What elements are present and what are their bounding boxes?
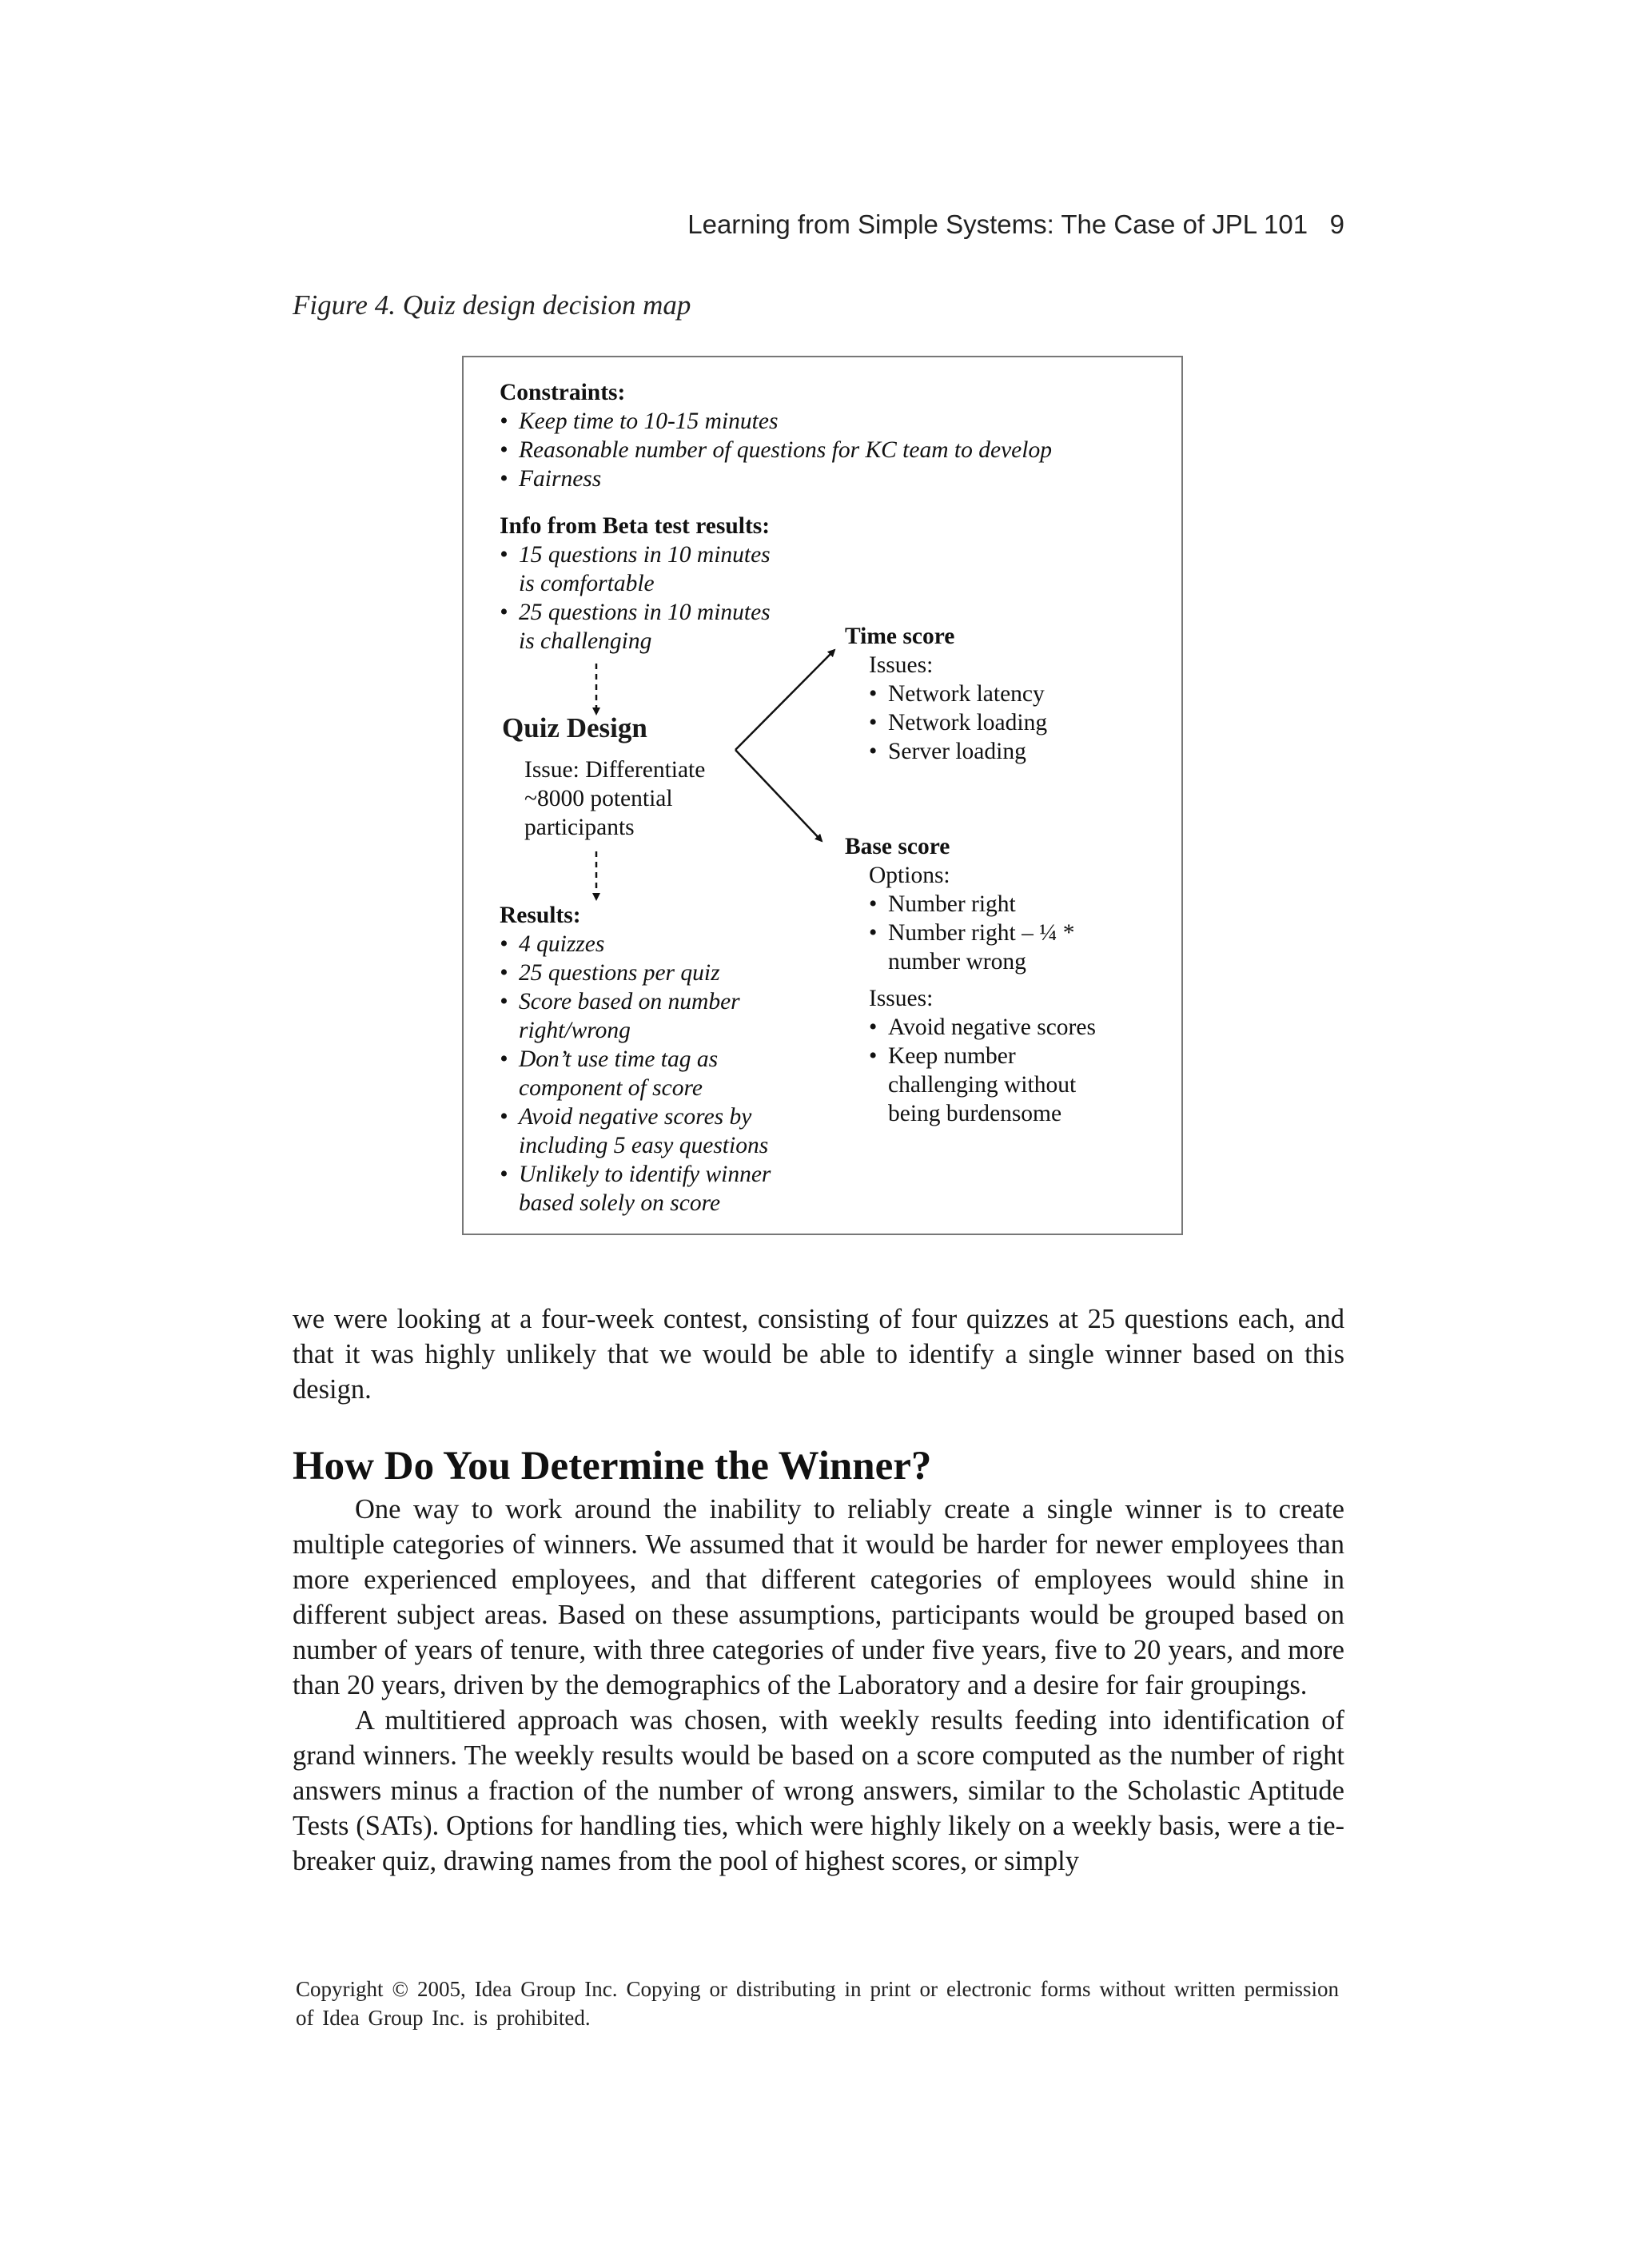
beta-item-line: 15 questions in 10 minutes	[519, 542, 771, 568]
results-list	[500, 930, 771, 1218]
result-item-line: component of score	[519, 1075, 703, 1101]
results-block	[500, 901, 771, 1218]
result-item-line: based solely on score	[519, 1190, 721, 1216]
beta-item-line: 25 questions in 10 minutes	[519, 600, 771, 625]
base-score-options	[869, 890, 1096, 976]
result-item	[500, 1045, 771, 1102]
base-score-body	[845, 861, 1096, 1128]
arrow-to-base-score	[735, 750, 822, 841]
base-score-option	[869, 919, 1096, 976]
constraints-block	[500, 378, 1052, 493]
base-score-option	[869, 890, 1096, 919]
result-item-line: Unlikely to identify winner	[519, 1162, 771, 1187]
base-score-heading: Base score	[845, 834, 950, 859]
time-score-issue: • Network loading	[869, 708, 1047, 737]
base-issue-line: Avoid negative scores	[888, 1014, 1096, 1040]
body-paragraph-continued	[293, 1301, 1344, 1407]
base-score-issue	[869, 1013, 1096, 1042]
constraint-item: • Reasonable number of questions for KC team to develop	[500, 436, 1052, 464]
base-score-issues	[869, 1013, 1096, 1128]
time-score-block	[845, 622, 1047, 766]
constraint-item: • Fairness	[500, 464, 1052, 493]
constraints-list	[500, 407, 1052, 493]
result-item	[500, 987, 771, 1045]
time-score-issue: • Server loading	[869, 737, 1047, 766]
arrow-to-time-score	[735, 650, 834, 750]
results-heading: Results:	[500, 903, 581, 928]
copyright-notice: Copyright © 2005, Idea Group Inc. Copying or distributing in print or electronic forms without written permission of Idea Group Inc. is prohibited.	[296, 1977, 1339, 2030]
paragraph: we were looking at a four-week contest, consisting of four quizzes at 25 questions each, and that it was highly unlikely that we would be able to identify a single winner based on this design.	[293, 1304, 1344, 1405]
result-item-line: 4 quizzes	[519, 931, 605, 957]
time-score-heading: Time score	[845, 624, 955, 649]
base-score-issue	[869, 1042, 1096, 1128]
result-item	[500, 930, 771, 959]
result-item	[500, 959, 771, 987]
body-section-text	[293, 1492, 1344, 1879]
result-item-line: Avoid negative scores by	[519, 1104, 752, 1130]
beta-list	[500, 540, 771, 656]
base-issue-line: Keep number	[888, 1043, 1016, 1069]
result-item	[500, 1102, 771, 1160]
figure-caption: Figure 4. Quiz design decision map	[293, 289, 691, 321]
quiz-issue-line: ~8000 potential	[524, 786, 673, 811]
beta-item-line: is challenging	[519, 628, 652, 654]
quiz-design-issue	[524, 755, 705, 842]
beta-item-line: is comfortable	[519, 571, 655, 596]
quiz-issue-line: Issue: Differentiate	[524, 757, 706, 783]
running-title: Learning from Simple Systems: The Case of JPL 101	[687, 209, 1308, 239]
quiz-issue-line: participants	[524, 815, 635, 840]
result-item-line: Score based on number	[519, 989, 740, 1014]
base-option-line: number wrong	[888, 949, 1026, 975]
paragraph: A multitiered approach was chosen, with weekly results feeding into identification of grand winners. The weekly results would be based on a score computed as the number of right answers minus a fraction of the number of wrong answers, similar to the Scholastic Aptitude Tests (SATs). Options for handling ties, which were highly likely on a weekly basis, were a tie-breaker quiz, drawing names from the pool of highest scores, or simply	[293, 1705, 1344, 1876]
result-item-line: right/wrong	[519, 1018, 631, 1043]
beta-results-block	[500, 512, 771, 656]
constraints-heading: Constraints:	[500, 380, 626, 405]
result-item-line: Don’t use time tag as	[519, 1046, 719, 1072]
base-score-issues-label: Issues:	[869, 986, 934, 1011]
beta-heading: Info from Beta test results:	[500, 513, 771, 539]
constraint-item: • Keep time to 10-15 minutes	[500, 407, 1052, 436]
beta-item	[500, 598, 771, 656]
time-score-issues-label: Issues:	[869, 652, 934, 678]
result-item-line: 25 questions per quiz	[519, 960, 720, 986]
beta-item	[500, 540, 771, 598]
base-score-block	[845, 832, 1096, 1128]
running-head	[0, 209, 1344, 240]
base-issue-line: challenging without	[888, 1072, 1077, 1098]
base-issue-line: being burdensome	[888, 1101, 1062, 1126]
section-heading: How Do You Determine the Winner?	[293, 1444, 932, 1489]
base-option-line: Number right – ¼ *	[888, 920, 1075, 946]
result-item-line: including 5 easy questions	[519, 1133, 769, 1158]
result-item	[500, 1160, 771, 1218]
paragraph: One way to work around the inability to reliably create a single winner is to create multiple categories of winners. We assumed that it would be harder for newer employees than more experienced employees, and that different categories of employees would shine in different subject areas. Based on these assumptions, participants would be grouped based on number of years of tenure, with three categories of under five years, five to 20 years, and more than 20 years, driven by the demographics of the Laboratory and a desire for fair groupings.	[293, 1494, 1344, 1700]
page-number: 9	[1329, 209, 1344, 239]
quiz-design-title: Quiz Design	[502, 712, 647, 743]
time-score-body	[845, 651, 1047, 766]
time-score-issues	[869, 680, 1047, 766]
base-score-options-label: Options:	[869, 863, 950, 888]
time-score-issue: • Network latency	[869, 680, 1047, 708]
base-option-line: Number right	[888, 891, 1016, 917]
